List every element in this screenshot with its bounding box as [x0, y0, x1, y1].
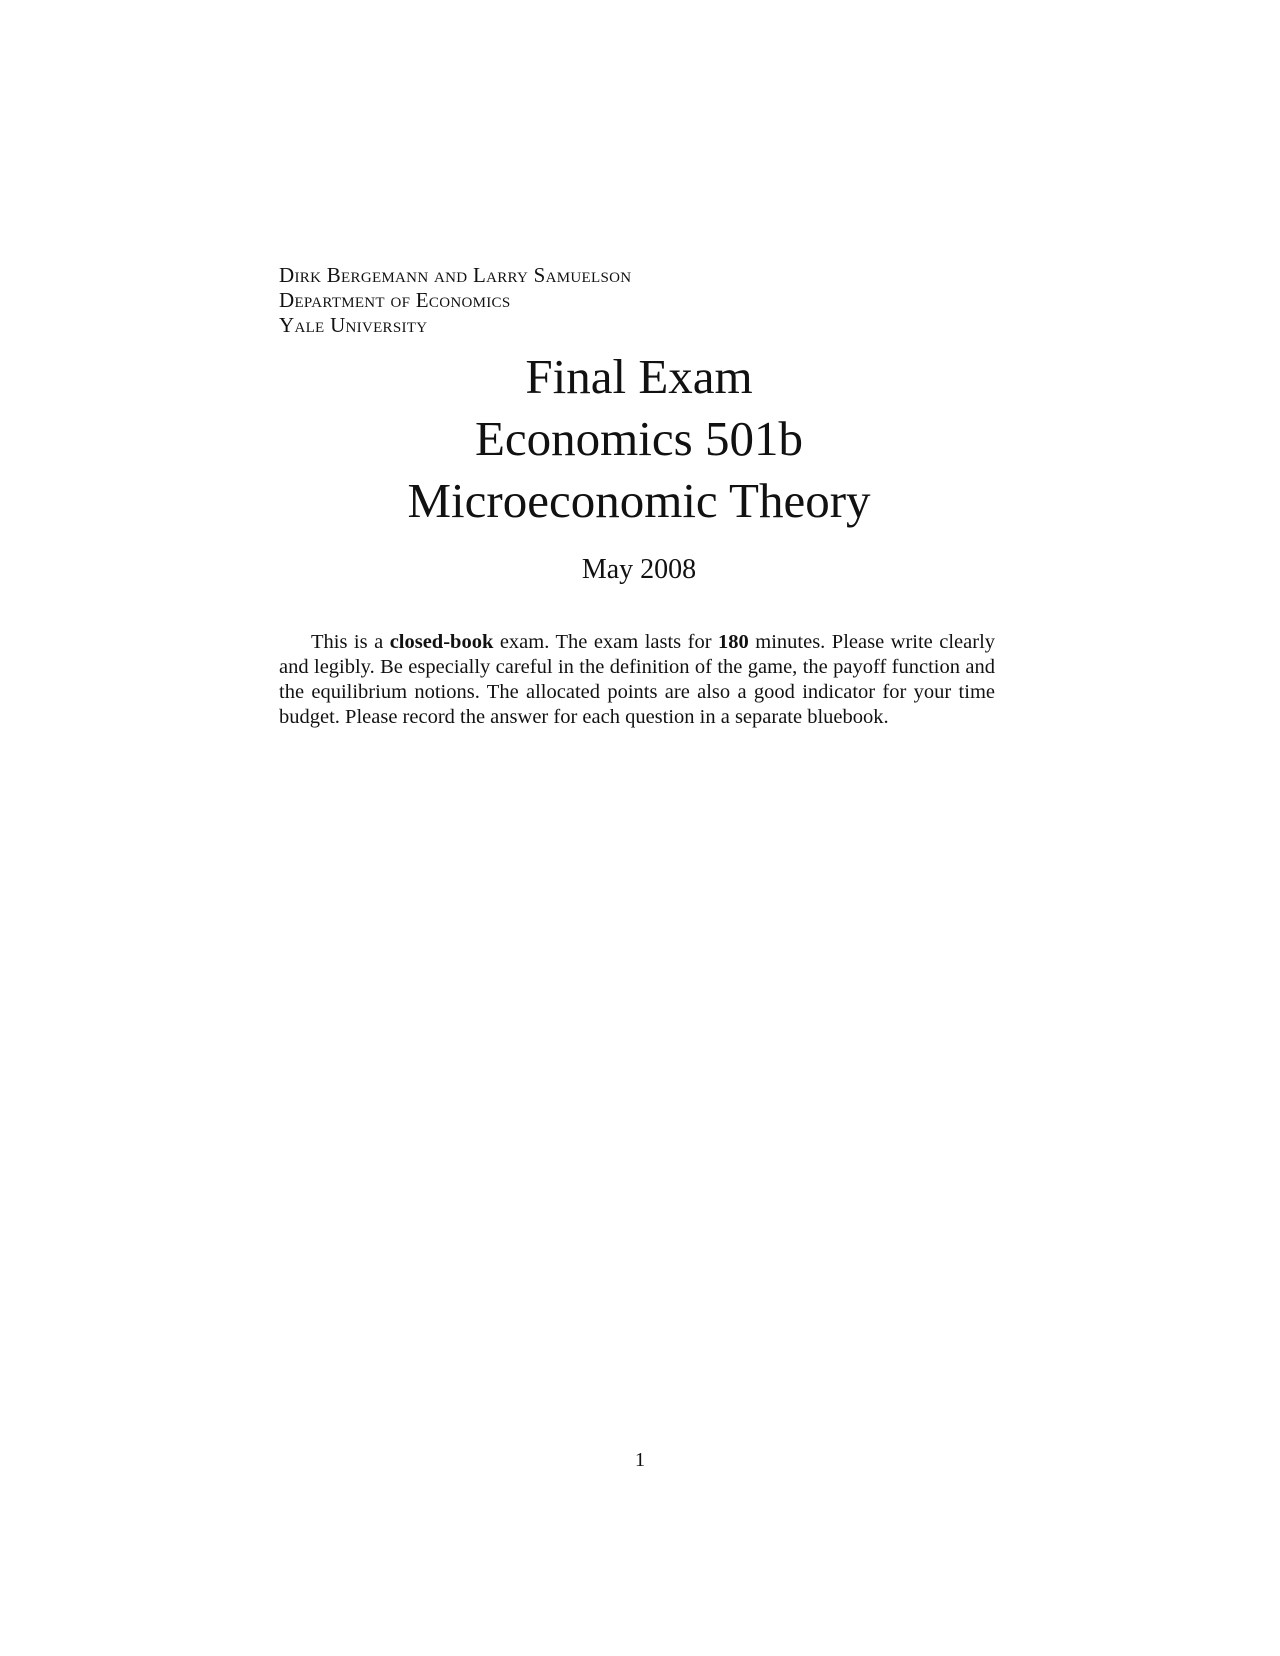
page-number: 1 [634, 1449, 646, 1471]
instructions-paragraph [279, 630, 995, 730]
instructions-text-2: exam. The exam lasts for [493, 631, 719, 653]
title-block [279, 346, 999, 586]
university: Yale University [279, 313, 428, 337]
department: Department of Economics [279, 288, 511, 312]
duration-emphasis: 180 [718, 631, 749, 653]
course-subject: Microeconomic Theory [407, 473, 871, 528]
exam-date: May 2008 [581, 554, 697, 585]
authors: Dirk Bergemann and Larry Samuelson [279, 263, 632, 287]
exam-title: Final Exam [525, 349, 753, 404]
course-title: Economics 501b [475, 411, 803, 466]
author-block [279, 263, 999, 338]
instructions-text-1: This is a [311, 631, 390, 653]
closed-book-emphasis: closed-book [389, 631, 494, 653]
instructions-text-3: minutes. Please write clearly and legibly. Be especially careful in the definition of the game, the payoff function and the equilibrium notions. The allocated points are also a good indicator for your time budget. Please record the answer for each question in a separate bluebook. [279, 631, 996, 728]
